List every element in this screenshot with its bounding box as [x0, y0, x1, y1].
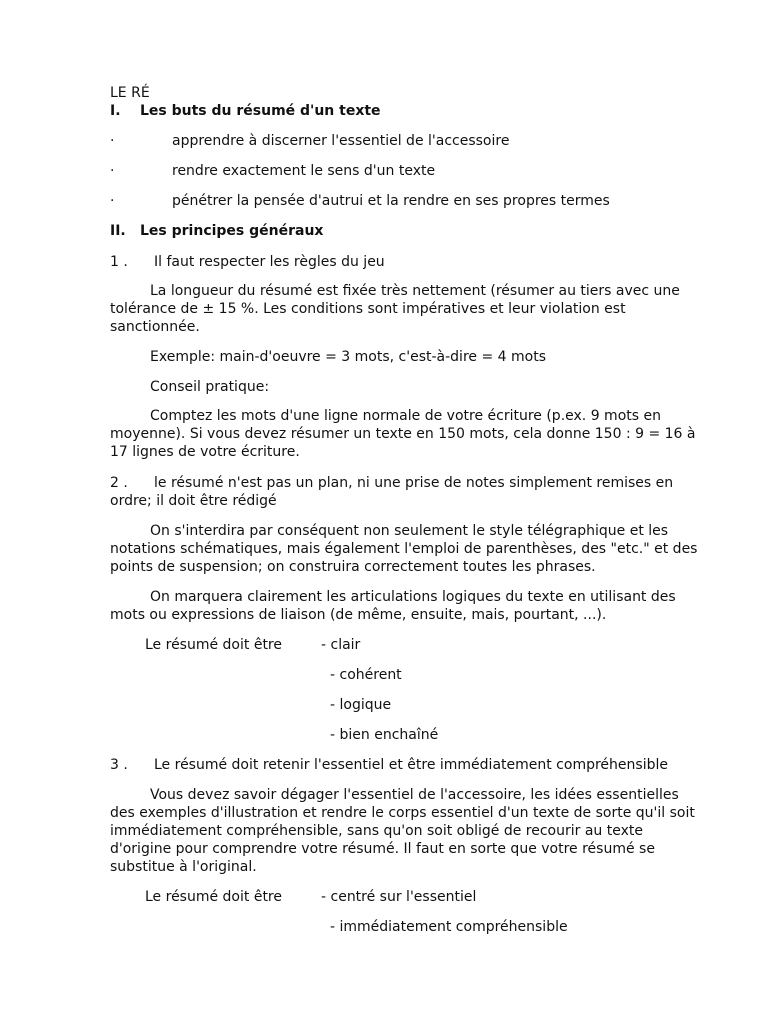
- section-2-title: Les principes généraux: [140, 223, 324, 239]
- bullet-text: apprendre à discerner l'essentiel de l'accessoire: [172, 133, 510, 149]
- principle-3-paragraph: Vous devez savoir dégager l'essentiel de l'accessoire, les idées essentielles des exemples d'illustration et rendre le corps essentiel d'un texte de sorte qu'il soit immédiatement compréhensible, sans qu'on soit obligé de recourir au texte d'origine pour comprendre votre résumé. Il faut en sorte que votre résumé se substitue à l'original.: [110, 787, 695, 875]
- principle-3-number: 3 .: [110, 757, 128, 773]
- bullet-text: pénétrer la pensée d'autrui et la rendre en ses propres termes: [172, 193, 610, 209]
- bullet-mark: ·: [110, 133, 115, 149]
- principle-2-list-item: - clair: [321, 637, 361, 653]
- section-2-heading: [110, 222, 700, 240]
- section-1-heading: [110, 102, 700, 120]
- section-2-numeral: II.: [110, 223, 126, 239]
- principle-1-title: Il faut respecter les règles du jeu: [154, 254, 385, 270]
- section-1-numeral: I.: [110, 103, 121, 119]
- bullet-mark: ·: [110, 163, 115, 179]
- principle-1-example: Exemple: main-d'oeuvre = 3 mots, c'est-à-dire = 4 mots: [150, 349, 546, 365]
- principle-3-list-item: - immédiatement compréhensible: [330, 919, 568, 935]
- principle-3-list-lead: Le résumé doit être: [145, 889, 282, 905]
- principle-1-number: 1 .: [110, 254, 128, 270]
- principle-3-list-item: - centré sur l'essentiel: [321, 889, 477, 905]
- principle-2-list-item: - cohérent: [330, 667, 402, 683]
- bullet-mark: ·: [110, 193, 115, 209]
- section-1-title: Les buts du résumé d'un texte: [140, 103, 381, 119]
- principle-1-tip: Comptez les mots d'une ligne normale de votre écriture (p.ex. 9 mots en moyenne). Si vous devez résumer un texte en 150 mots, cela donne 150 : 9 = 16 à 17 lignes de votre écriture.: [110, 408, 696, 460]
- principle-1-paragraph: La longueur du résumé est fixée très nettement (résumer au tiers avec une tolérance de ± 15 %. Les conditions sont impératives et leur violation est sanctionnée.: [110, 283, 680, 335]
- bullet-text: rendre exactement le sens d'un texte: [172, 163, 436, 179]
- bullet-item: [110, 162, 700, 180]
- principle-3-title: Le résumé doit retenir l'essentiel et être immédiatement compréhensible: [154, 757, 668, 773]
- principle-2-paragraph-2: On marquera clairement les articulations logiques du texte en utilisant des mots ou expressions de liaison (de même, ensuite, mais, pourtant, ...).: [110, 589, 676, 623]
- principle-1-tip-label: Conseil pratique:: [150, 379, 270, 395]
- principle-2-number: 2 .: [110, 475, 128, 491]
- principle-2-paragraph: On s'interdira par conséquent non seulement le style télégraphique et les notations schématiques, mais également l'emploi de parenthèses, des "etc." et des points de suspension; on construira correctement toutes les phrases.: [110, 523, 698, 575]
- document-title: LE RÉ: [110, 85, 150, 101]
- principle-2-list-lead: Le résumé doit être: [145, 637, 282, 653]
- principle-1-heading: [110, 253, 700, 271]
- bullet-item: [110, 132, 700, 150]
- principle-2-title: le résumé n'est pas un plan, ni une prise de notes simplement remises en ordre; il doit être rédigé: [110, 475, 674, 509]
- principle-3-heading: [110, 756, 700, 774]
- principle-2-heading: [110, 474, 700, 510]
- principle-2-list-item: - bien enchaîné: [330, 727, 439, 743]
- principle-2-list-item: - logique: [330, 697, 392, 713]
- bullet-item: [110, 192, 700, 210]
